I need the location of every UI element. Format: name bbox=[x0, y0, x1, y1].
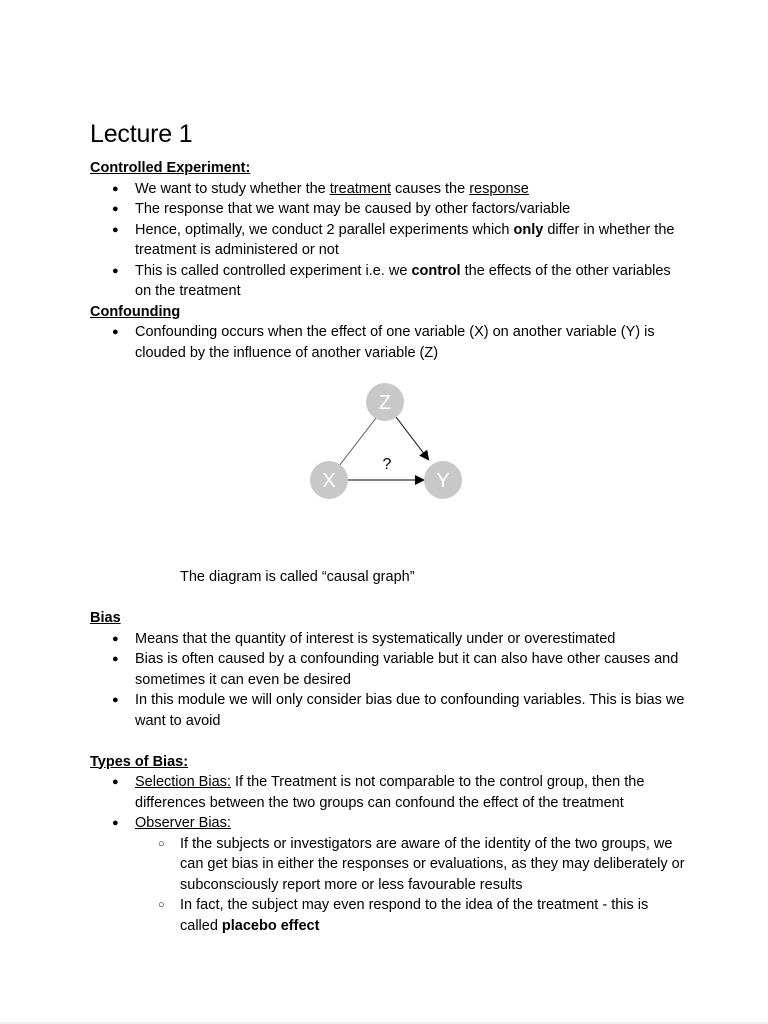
text: Hence, optimally, we conduct 2 parallel experiments which bbox=[135, 221, 514, 238]
confounding-heading: Confounding bbox=[90, 303, 181, 320]
node-x-label: X bbox=[322, 470, 336, 492]
list-item: ● Confounding occurs when the effect of one variable (X) on another variable (Y) is clouded by the influence of another variable (Z) bbox=[90, 322, 690, 363]
node-y-label: Y bbox=[436, 470, 450, 492]
text: This is called controlled experiment i.e. we bbox=[135, 262, 412, 279]
list-item: ● The response that we want may be caused by other factors/variable bbox=[90, 199, 690, 220]
text: In fact, the subject may even respond to the idea of the treatment - this is called bbox=[180, 897, 649, 934]
observer-bias-sublist bbox=[90, 834, 690, 937]
emphasis: control bbox=[411, 262, 461, 279]
text: We want to study whether the bbox=[135, 180, 330, 197]
treatment-term: treatment bbox=[329, 180, 392, 197]
spacer bbox=[90, 731, 690, 752]
list-item: ● In this module we will only consider bias due to confounding variables. This is bias we want to avoid bbox=[90, 690, 690, 731]
causal-graph-container bbox=[90, 383, 690, 561]
list-item bbox=[90, 772, 690, 813]
emphasis: placebo effect bbox=[221, 917, 320, 934]
text: causes the bbox=[391, 180, 470, 197]
list-item: ● Bias is often caused by a confounding variable but it can also have other causes and sometimes it can even be desired bbox=[90, 649, 690, 690]
sub-list-item: ○ If the subjects or investigators are aware of the identity of the two groups, we can get bias in either the responses or evaluations, as they may deliberately or subconsciously report more or less favourable results bbox=[90, 834, 690, 896]
types-of-bias-heading: Types of Bias: bbox=[90, 753, 189, 770]
list-item: ● Means that the quantity of interest is systematically under or overestimated bbox=[90, 629, 690, 650]
list-item bbox=[90, 220, 690, 261]
edge-z-y bbox=[396, 417, 428, 459]
causal-graph bbox=[308, 383, 468, 513]
selection-bias-label: Selection Bias: bbox=[135, 774, 231, 790]
controlled-experiment-list bbox=[90, 179, 690, 302]
observer-bias-label: Observer Bias: bbox=[135, 815, 231, 831]
edge-z-x bbox=[339, 418, 376, 466]
types-of-bias-list bbox=[90, 772, 690, 834]
emphasis: only bbox=[513, 221, 544, 238]
node-z-label: Z bbox=[378, 392, 392, 414]
text: differ in whether the treatment is administered or not bbox=[135, 221, 675, 258]
page-title: Lecture 1 bbox=[90, 120, 193, 148]
diagram-caption: The diagram is called “causal graph” bbox=[180, 569, 415, 585]
spacer bbox=[90, 588, 690, 609]
response-term: response bbox=[469, 180, 529, 197]
list-item bbox=[90, 261, 690, 302]
sub-list-item bbox=[90, 895, 690, 936]
confounding-list bbox=[90, 322, 690, 363]
document-page bbox=[90, 118, 690, 936]
list-item bbox=[90, 179, 690, 200]
bias-heading: Bias bbox=[90, 610, 121, 626]
text: the effects of the other variables on the treatment bbox=[135, 262, 671, 299]
controlled-experiment-heading: Controlled Experiment: bbox=[90, 160, 251, 176]
question-mark-label: ? bbox=[382, 456, 392, 473]
text: If the Treatment is not comparable to the control group, then the differences between the two groups can confound the effect of the treatment bbox=[135, 774, 645, 811]
list-item bbox=[90, 813, 690, 834]
bias-list bbox=[90, 629, 690, 732]
